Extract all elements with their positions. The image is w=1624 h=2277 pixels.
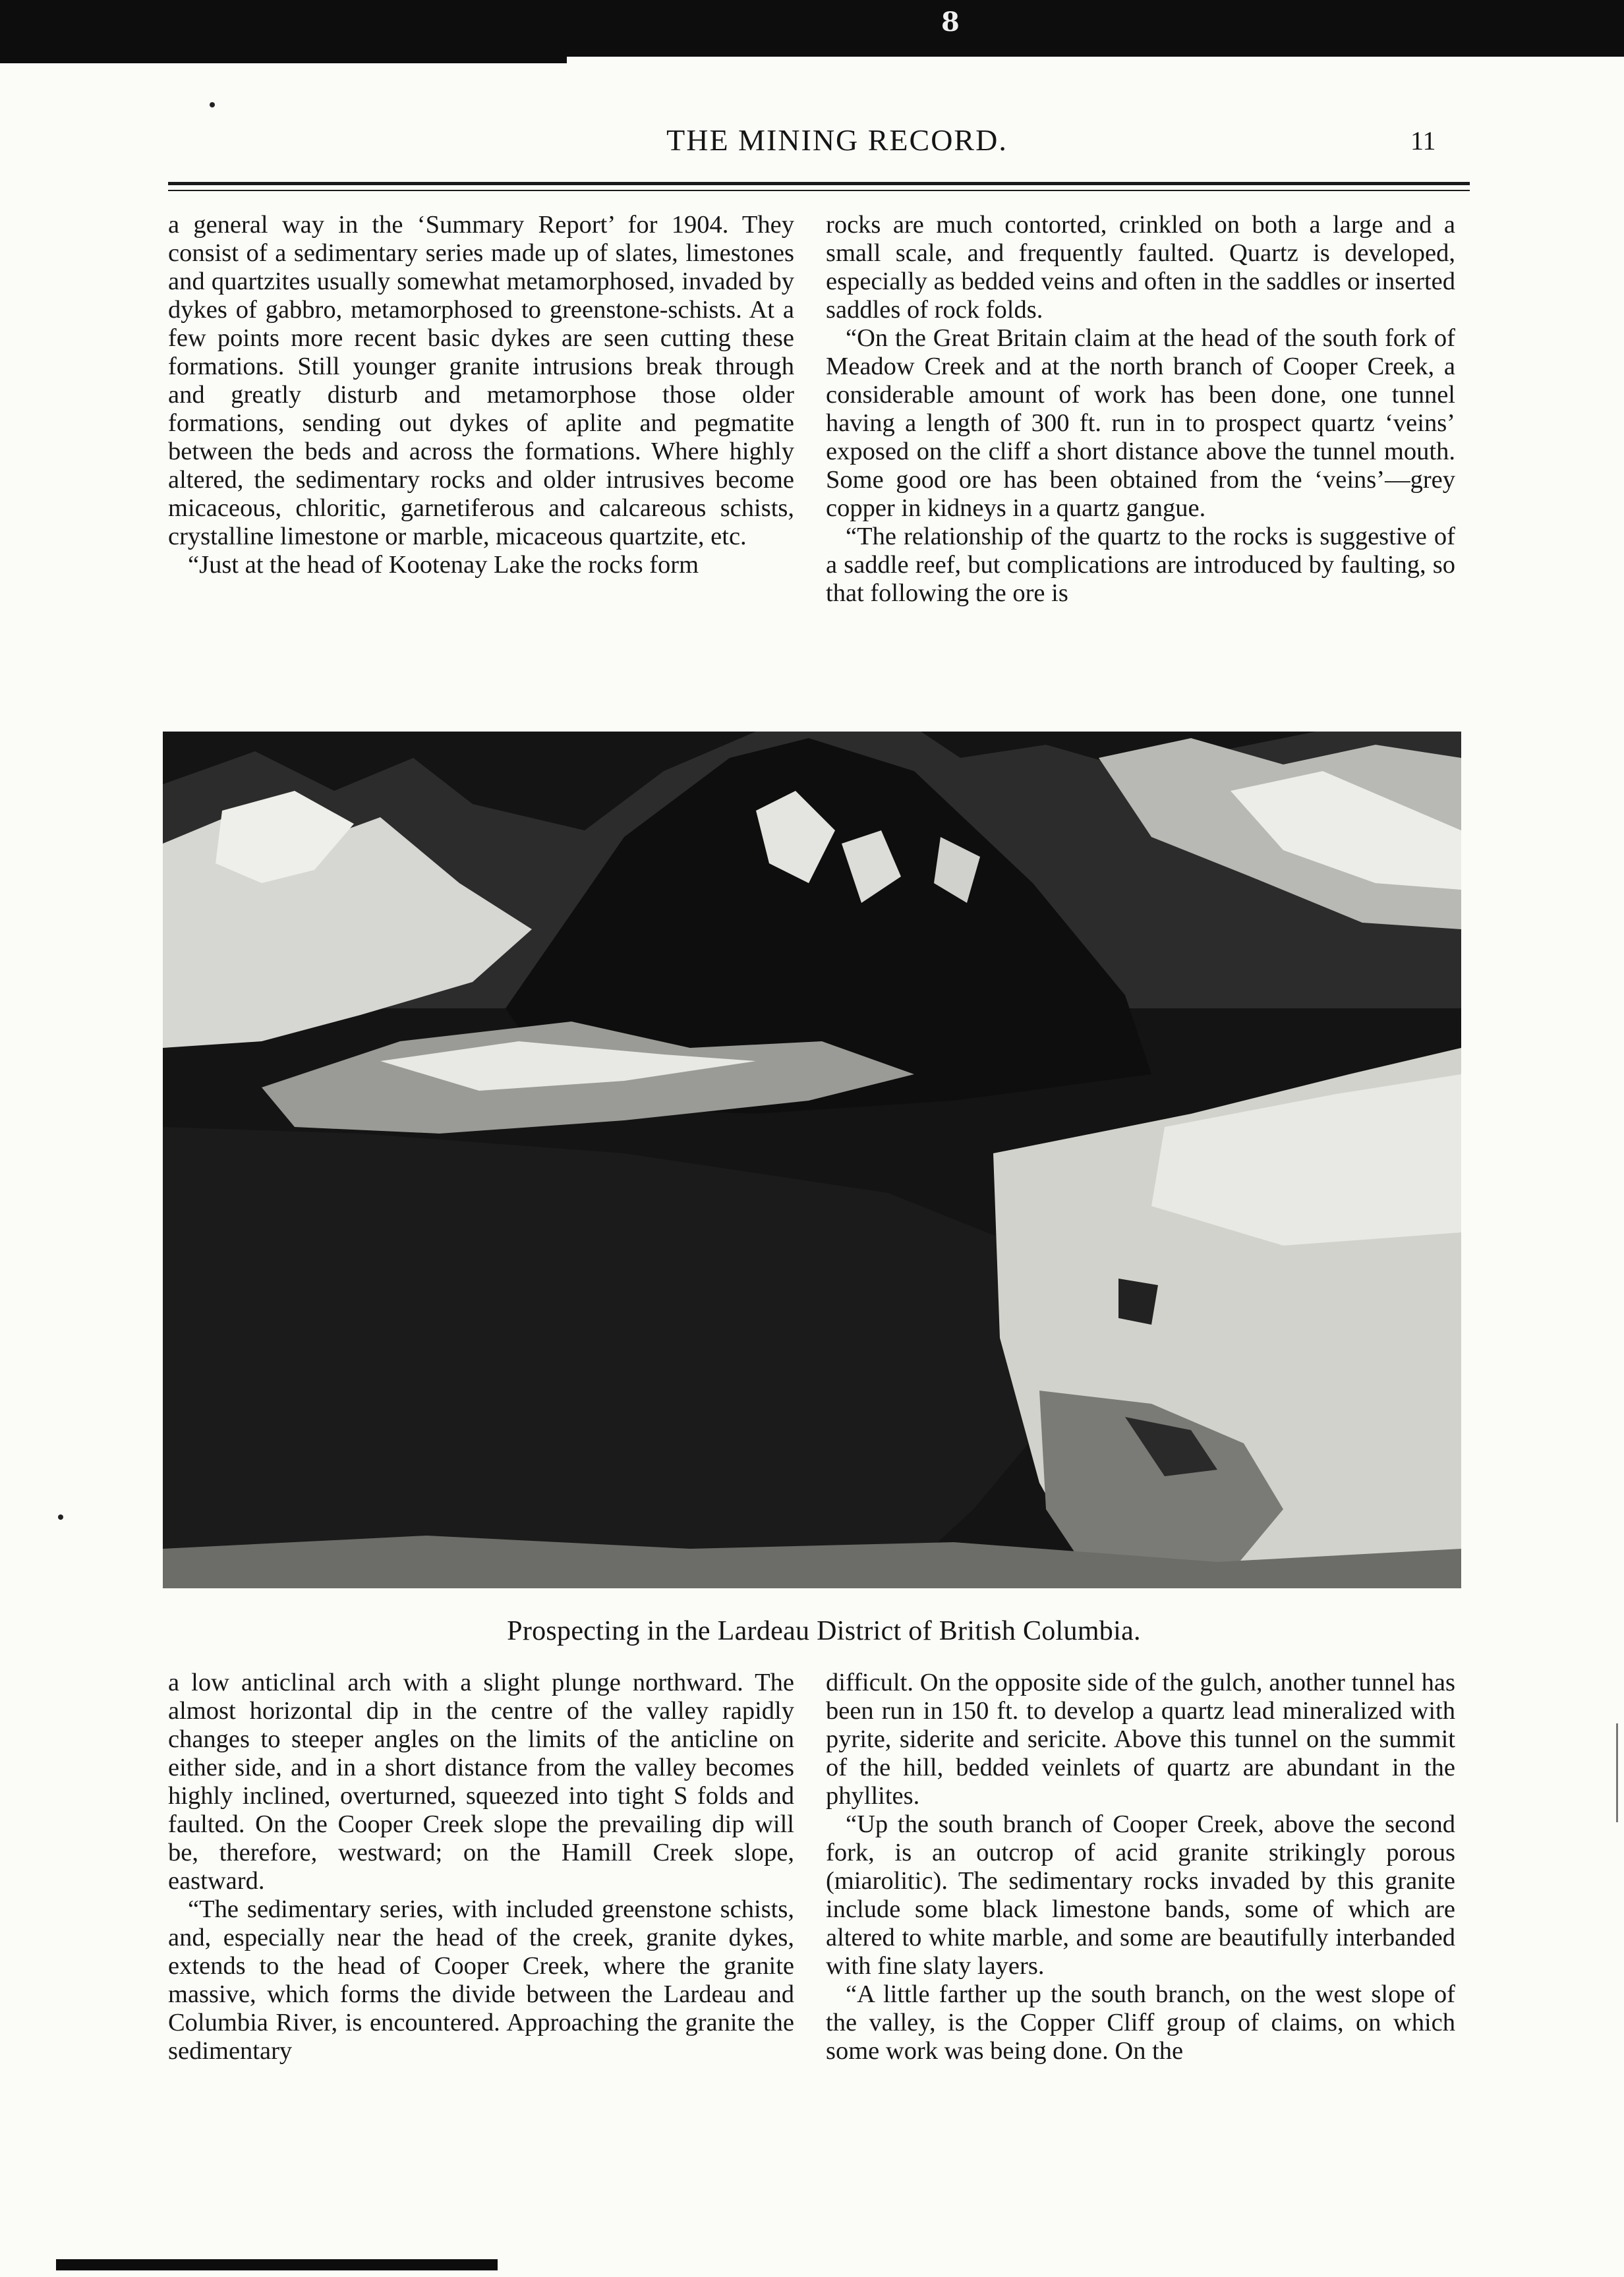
paragraph: “The sedimentary series, with included greenstone schists, and, especially near the head of the creek, granite dykes, extends to the head of Cooper Creek, where the granite massive, which forms the divide between the Lardeau and Columbia River, is encountered. Approaching the granite the sedimentary bbox=[168, 1895, 794, 2065]
column-bottom-right bbox=[826, 1669, 1455, 2065]
page-number: 11 bbox=[1410, 126, 1436, 156]
ink-speck bbox=[210, 102, 215, 107]
paragraph: “Up the south branch of Cooper Creek, above the second fork, is an outcrop of acid granite strikingly porous (miarolitic). The sedimentary rocks invaded by this granite include some black limestone bands, some of which are altered to white marble, and some are beautifully interbanded with fine slaty layers. bbox=[826, 1810, 1455, 1980]
paragraph: rocks are much contorted, crinkled on both a large and a small scale, and frequently faulted. Quartz is developed, especially as bedded veins and often in the saddles or inserted saddles of rock folds. bbox=[826, 211, 1455, 324]
figure-caption: Prospecting in the Lardeau District of British Columbia. bbox=[507, 1616, 1141, 1646]
bottom-scan-bar bbox=[56, 2259, 498, 2270]
paragraph: “On the Great Britain claim at the head of the south fork of Meadow Creek and at the north branch of Cooper Creek, a considerable amount of work has been done, one tunnel having a length of 300 ft. run in to prospect quartz ‘veins’ exposed on the cliff a short distance above the tunnel mouth. Some good ore has been obtained from the ‘veins’—grey copper in kidneys in a quartz gangue. bbox=[826, 324, 1455, 522]
photograph-mountain-prospecting bbox=[163, 732, 1461, 1588]
column-top-left bbox=[168, 211, 794, 579]
paragraph: a general way in the ‘Summary Report’ for 1904. They consist of a sedimentary series made up of slates, limestones and quartzites usually somewhat metamorphosed, invaded by dykes of gabbro, metamorphosed to greenstone-schists. At a few points more recent basic dykes are seen cutting these formations. Still younger granite intrusions break through and greatly disturb and metamorphose those older formations, sending out dykes of aplite and pegmatite between the beds and across the formations. Where highly altered, the sedimentary rocks and older intrusives become micaceous, chloritic, garnetiferous and calcareous schists, crystalline limestone or marble, micaceous quartzite, etc. bbox=[168, 211, 794, 550]
top-bar-tail bbox=[0, 57, 567, 63]
column-bottom-left bbox=[168, 1669, 794, 2065]
top-scan-bar bbox=[0, 0, 1624, 57]
paragraph: “A little farther up the south branch, on the west slope of the valley, is the Copper Cliff group of claims, on which some work was being done. On the bbox=[826, 1980, 1455, 2065]
margin-mark bbox=[1616, 1723, 1618, 1822]
ink-speck bbox=[58, 1514, 63, 1520]
header-rule-thin bbox=[168, 190, 1470, 191]
paragraph: a low anticlinal arch with a slight plunge northward. The almost horizontal dip in the centre of the valley rapidly changes to steeper angles on the limits of the anticline on either side, and in a short distance from the valley becomes highly inclined, overturned, squeezed into tight S folds and faulted. On the Cooper Creek slope the prevailing dip will be, therefore, westward; on the Hamill Creek slope, eastward. bbox=[168, 1669, 794, 1895]
paragraph: “Just at the head of Kootenay Lake the rocks form bbox=[188, 551, 699, 579]
running-title: THE MINING RECORD. bbox=[666, 123, 1008, 157]
column-top-right bbox=[826, 211, 1455, 608]
ink-mark: 8 bbox=[941, 7, 960, 38]
paragraph: difficult. On the opposite side of the gulch, another tunnel has been run in 150 ft. to develop a quartz lead mineralized with pyrite, siderite and sericite. Above this tunnel on the summit of the hill, bedded veinlets of quartz are abundant in the phyllites. bbox=[826, 1669, 1455, 1810]
paragraph: “The relationship of the quartz to the rocks is suggestive of a saddle reef, but complications are introduced by faulting, so that following the ore is bbox=[826, 523, 1455, 607]
header-rule bbox=[168, 182, 1470, 185]
